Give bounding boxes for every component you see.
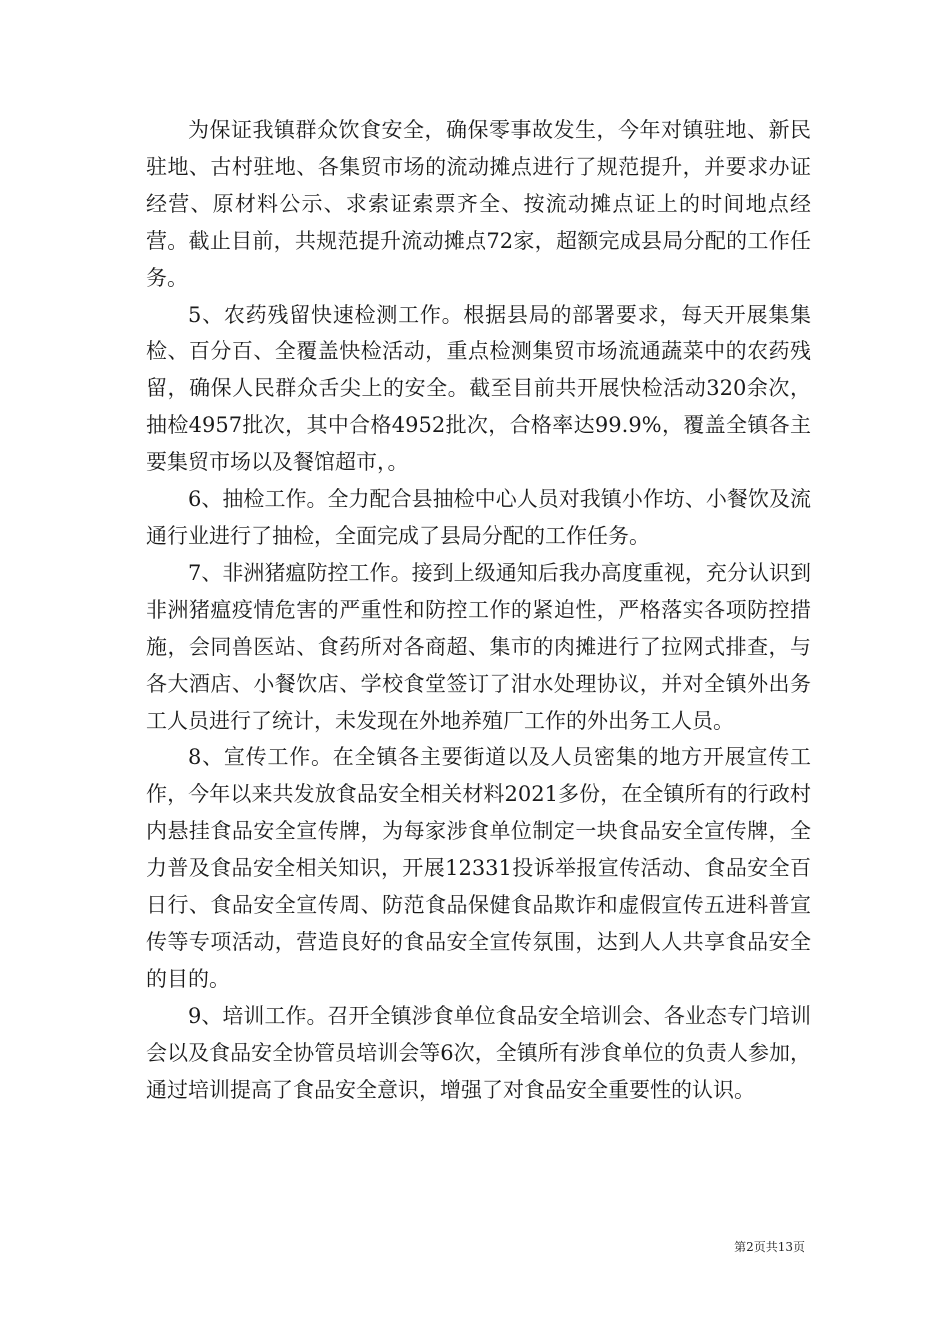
paragraph-african-swine-fever: 7、非洲猪瘟防控工作。接到上级通知后我办高度重视，充分认识到非洲猪瘟疫情危害的严重性和防控工作的紧迫性，严格落实各项防控措施，会同兽医站、食药所对各商超、集市的肉摊进行了拉网式排查，与各大酒店、小餐饮店、学校食堂签订了泔水处理协议，并对全镇外出务工人员进行了统计，未发现在外地养殖厂工作的外出务工人员。 [146,560,811,733]
paragraph-pesticide-testing: 5、农药残留快速检测工作。根据县局的部署要求，每天开展集集检、百分百、全覆盖快检活动，重点检测集贸市场流通蔬菜中的农药残留，确保人民群众舌尖上的安全。截至目前共开展快检活动320余次，抽检4957批次，其中合格4952批次，合格率达99.9%，覆盖全镇各主要集贸市场以及餐馆超市，。 [146,302,811,475]
page-number-footer: 第2页共13页 [734,1240,805,1254]
paragraph-mobile-vendors: 为保证我镇群众饮食安全，确保零事故发生，今年对镇驻地、新民驻地、古村驻地、各集贸市场的流动摊点进行了规范提升，并要求办证经营、原材料公示、求索证索票齐全、按流动摊点证上的时间地点经营。截止目前，共规范提升流动摊点72家，超额完成县局分配的工作任务。 [146,118,811,290]
paragraph-publicity: 8、宣传工作。在全镇各主要街道以及人员密集的地方开展宣传工作，今年以来共发放食品安全相关材料2021多份，在全镇所有的行政村内悬挂食品安全宣传牌，为每家涉食单位制定一块食品安全宣传牌，全力普及食品安全相关知识，开展12331投诉举报宣传活动、食品安全百日行、食品安全宣传周、防范食品保健食品欺诈和虚假宣传五进科普宣传等专项活动，营造良好的食品安全宣传氛围，达到人人共享食品安全的目的。 [146,745,811,991]
paragraph-training: 9、培训工作。召开全镇涉食单位食品安全培训会、各业态专门培训会以及食品安全协管员培训会等6次，全镇所有涉食单位的负责人参加，通过培训提高了食品安全意识，增强了对食品安全重要性的认识。 [146,1003,811,1102]
document-body [146,112,811,1108]
paragraph-sampling-inspection: 6、抽检工作。全力配合县抽检中心人员对我镇小作坊、小餐饮及流通行业进行了抽检，全面完成了县局分配的工作任务。 [146,487,811,548]
